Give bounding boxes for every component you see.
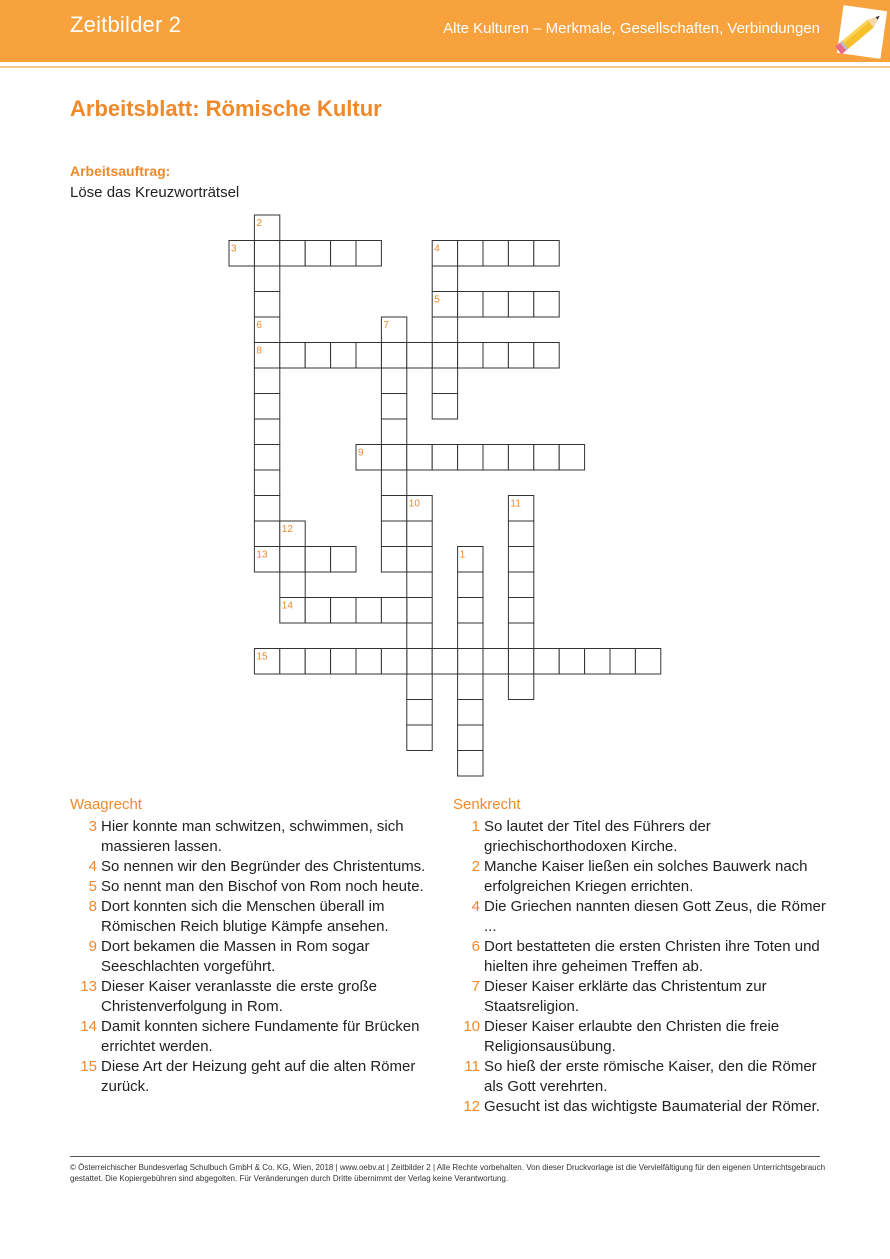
clue-text: Dieser Kaiser erlaubte den Christen die freie Religionsausübung. [484,1018,780,1055]
cell-number: 4 [434,243,440,255]
clue-item [70,1017,440,1057]
crossword-cell[interactable] [356,241,381,267]
crossword-cell[interactable] [407,598,432,624]
crossword-cell[interactable] [356,598,381,624]
clue-item [70,937,440,977]
crossword-cell[interactable] [356,343,381,369]
crossword-cell[interactable] [280,572,305,598]
crossword-cell[interactable] [254,547,279,573]
clue-number: 6 [471,938,480,955]
crossword-cell[interactable] [432,266,457,292]
crossword-cell[interactable] [432,241,457,267]
crossword-cell[interactable] [229,241,254,267]
crossword-cell[interactable] [381,547,406,573]
crossword-cell[interactable] [254,649,279,675]
crossword-cell[interactable] [458,751,483,777]
crossword-cell[interactable] [280,598,305,624]
crossword-cell[interactable] [381,343,406,369]
crossword-cell[interactable] [458,674,483,700]
clue-text: Dieser Kaiser erklärte das Christentum zur Staatsreligion. [484,978,767,1015]
crossword-cell[interactable] [331,241,356,267]
clue-item [453,897,833,937]
crossword-cell[interactable] [458,445,483,471]
clue-number: 12 [463,1098,480,1115]
crossword-cell[interactable] [483,292,508,318]
across-heading: Waagrecht [70,796,142,813]
crossword-cell[interactable] [534,292,559,318]
crossword-cell[interactable] [254,394,279,420]
clue-number: 4 [88,858,97,875]
crossword-cell[interactable] [254,470,279,496]
crossword-cell[interactable] [381,394,406,420]
cell-number: 15 [256,651,268,663]
crossword-cell[interactable] [280,343,305,369]
clue-item [453,1097,833,1117]
clue-number: 5 [88,878,97,895]
crossword-cell[interactable] [407,343,432,369]
task-text: Löse das Kreuzworträtsel [70,184,240,201]
crossword-cell[interactable] [483,445,508,471]
crossword-cell[interactable] [508,521,533,547]
crossword-cell[interactable] [635,649,660,675]
crossword-cell[interactable] [483,241,508,267]
crossword-cell[interactable] [305,241,330,267]
cell-number: 5 [434,294,440,306]
crossword-cell[interactable] [254,343,279,369]
crossword-cell[interactable] [432,394,457,420]
cell-number: 13 [256,549,268,561]
cell-number: 11 [510,498,521,510]
crossword-cell[interactable] [458,649,483,675]
clue-item [453,857,833,897]
crossword-cell[interactable] [508,547,533,573]
crossword-cell[interactable] [534,649,559,675]
crossword-cell[interactable] [280,241,305,267]
crossword-cell[interactable] [280,649,305,675]
crossword-cell[interactable] [559,445,584,471]
clue-number: 10 [463,1018,480,1035]
down-heading: Senkrecht [453,796,521,813]
crossword-cell[interactable] [407,649,432,675]
crossword-cell[interactable] [254,241,279,267]
clue-text: Die Griechen nannten diesen Gott Zeus, die Römer ... [484,898,826,935]
crossword-cell[interactable] [254,215,279,241]
crossword-cell[interactable] [407,547,432,573]
clue-item [453,1017,833,1057]
crossword-cell[interactable] [407,725,432,751]
crossword-cell[interactable] [356,445,381,471]
crossword-cell[interactable] [458,292,483,318]
crossword-cell[interactable] [254,292,279,318]
clue-item [453,1057,833,1097]
crossword-cell[interactable] [381,317,406,343]
crossword-cell[interactable] [331,547,356,573]
clue-text: Hier konnte man schwitzen, schwimmen, sich massieren lassen. [101,818,404,855]
crossword-cell[interactable] [432,292,457,318]
pencil-icon [832,2,890,60]
clue-text: So nennen wir den Begründer des Christentums. [101,858,426,875]
crossword-cell[interactable] [458,725,483,751]
crossword-cell[interactable] [254,368,279,394]
clue-item [70,857,440,877]
crossword-cell[interactable] [559,649,584,675]
clue-number: 11 [464,1058,480,1075]
crossword-cell[interactable] [254,419,279,445]
header-subtitle: Alte Kulturen – Merkmale, Gesellschaften, Verbindungen [443,20,820,37]
header-divider [0,66,890,68]
clue-item [70,897,440,937]
clue-number: 7 [471,978,480,995]
crossword-cell[interactable] [381,368,406,394]
clue-text: Dort bekamen die Massen in Rom sogar Seeschlachten vorgeführt. [101,938,370,975]
clue-number: 9 [88,938,97,955]
crossword-cell[interactable] [305,343,330,369]
crossword-cell[interactable] [407,572,432,598]
crossword-cell[interactable] [508,496,533,522]
clue-item [70,1057,440,1097]
crossword-cell[interactable] [305,547,330,573]
crossword-cell[interactable] [508,649,533,675]
crossword-cell[interactable] [254,266,279,292]
crossword-cell[interactable] [331,343,356,369]
task-label: Arbeitsauftrag: [70,163,171,179]
crossword-cell[interactable] [610,649,635,675]
clue-text: Dieser Kaiser veranlasste die erste große Christenverfolgung in Rom. [101,978,377,1015]
clue-text: So hieß der erste römische Kaiser, den die Römer als Gott verehrten. [484,1058,817,1095]
clue-item [453,817,833,857]
cell-number: 14 [281,600,293,612]
crossword-cell[interactable] [432,445,457,471]
crossword-cell[interactable] [254,445,279,471]
clue-text: Damit konnten sichere Fundamente für Brücken errichtet werden. [101,1018,420,1055]
cell-number: 9 [358,447,364,459]
crossword-cell[interactable] [508,623,533,649]
crossword-cell[interactable] [483,649,508,675]
cell-number: 8 [256,345,262,357]
clue-number: 15 [80,1058,97,1075]
crossword-cell[interactable] [407,623,432,649]
cell-number: 12 [281,524,293,535]
crossword-cell[interactable] [381,496,406,522]
crossword-cell[interactable] [305,649,330,675]
crossword-cell[interactable] [280,547,305,573]
crossword-cell[interactable] [534,445,559,471]
crossword-cell[interactable] [305,598,330,624]
cell-number: 3 [231,243,237,255]
clue-item [70,877,440,897]
crossword-cell[interactable] [458,598,483,624]
crossword-cell[interactable] [381,598,406,624]
crossword-cell[interactable] [508,445,533,471]
crossword-cell[interactable] [407,496,432,522]
crossword-cell[interactable] [432,317,457,343]
crossword-cell[interactable] [534,343,559,369]
crossword-cell[interactable] [585,649,610,675]
clue-item [453,937,833,977]
crossword-cell[interactable] [331,598,356,624]
crossword-cell[interactable] [458,547,483,573]
crossword-cell[interactable] [458,623,483,649]
page-header [0,0,890,62]
clue-item [453,977,833,1017]
crossword-cell[interactable] [508,343,533,369]
footer-copyright: © Österreichischer Bundesverlag Schulbuch GmbH & Co. KG, Wien, 2018 | www.oebv.at | Zeitbilder 2 | Alle Rechte vorbehalten. Von dieser Druckvorlage ist die Vervielfältigung für den eigenen Unterrichtsgebrauch gestattet. Die Kopiergebühren sind abgegolten. Für Veränderungen durch Dritte übernimmt der Verlag keine Verantwortung. [70,1163,826,1183]
clue-text: Gesucht ist das wichtigste Baumaterial der Römer. [484,1098,820,1115]
crossword-cell[interactable] [508,674,533,700]
clue-number: 3 [88,818,97,835]
crossword-cell[interactable] [381,521,406,547]
crossword-cell[interactable] [280,521,305,547]
crossword-cell[interactable] [458,343,483,369]
clue-number: 1 [471,818,480,835]
clue-text: Dort bestatteten die ersten Christen ihre Toten und hielten ihre geheimen Treffen ab. [484,938,820,975]
crossword-cell[interactable] [381,470,406,496]
cell-number: 1 [459,549,466,561]
footer-divider [70,1156,820,1157]
crossword-cell[interactable] [458,700,483,726]
clue-number: 2 [471,858,480,875]
crossword-cell[interactable] [407,674,432,700]
crossword-cell[interactable] [254,317,279,343]
crossword-cell[interactable] [331,649,356,675]
crossword-cell[interactable] [381,649,406,675]
brand-title: Zeitbilder 2 [70,12,182,37]
crossword-cell[interactable] [407,445,432,471]
crossword-cell[interactable] [508,241,533,267]
clue-number: 8 [88,898,97,915]
crossword-cell[interactable] [458,572,483,598]
clue-item [70,817,440,857]
clue-number: 13 [80,978,97,995]
crossword-cell[interactable] [534,241,559,267]
crossword-cell[interactable] [254,496,279,522]
down-clues [453,795,833,1117]
crossword-cell[interactable] [483,343,508,369]
crossword-cell[interactable] [432,343,457,369]
crossword-cell[interactable] [458,241,483,267]
clue-item [70,977,440,1017]
clue-text: Diese Art der Heizung geht auf die alten Römer zurück. [101,1058,416,1095]
clue-text: Manche Kaiser ließen ein solches Bauwerk nach erfolgreichen Kriegen errichten. [484,858,808,895]
crossword-cell[interactable] [508,572,533,598]
cell-number: 7 [383,320,389,331]
clue-text: So nennt man den Bischof von Rom noch heute. [101,878,424,895]
crossword-cell[interactable] [381,419,406,445]
across-clues [70,795,440,1097]
cell-number: 6 [256,320,262,331]
clue-text: Dort konnten sich die Menschen überall im Römischen Reich blutige Kämpfe ansehen. [101,898,389,935]
crossword-cell[interactable] [407,521,432,547]
clue-number: 4 [471,898,480,915]
clue-number: 14 [80,1018,97,1035]
crossword-cell[interactable] [381,445,406,471]
crossword-cell[interactable] [508,292,533,318]
crossword-cell[interactable] [508,598,533,624]
crossword-cell[interactable] [432,649,457,675]
crossword-cell[interactable] [407,700,432,726]
clue-text: So lautet der Titel des Führers der griechischorthodoxen Kirche. [484,818,711,855]
crossword-cell[interactable] [254,521,279,547]
page-title: Arbeitsblatt: Römische Kultur [70,96,382,121]
crossword-cell[interactable] [432,368,457,394]
cell-number: 10 [408,498,420,510]
crossword-cell[interactable] [356,649,381,675]
cell-number: 2 [256,218,262,229]
